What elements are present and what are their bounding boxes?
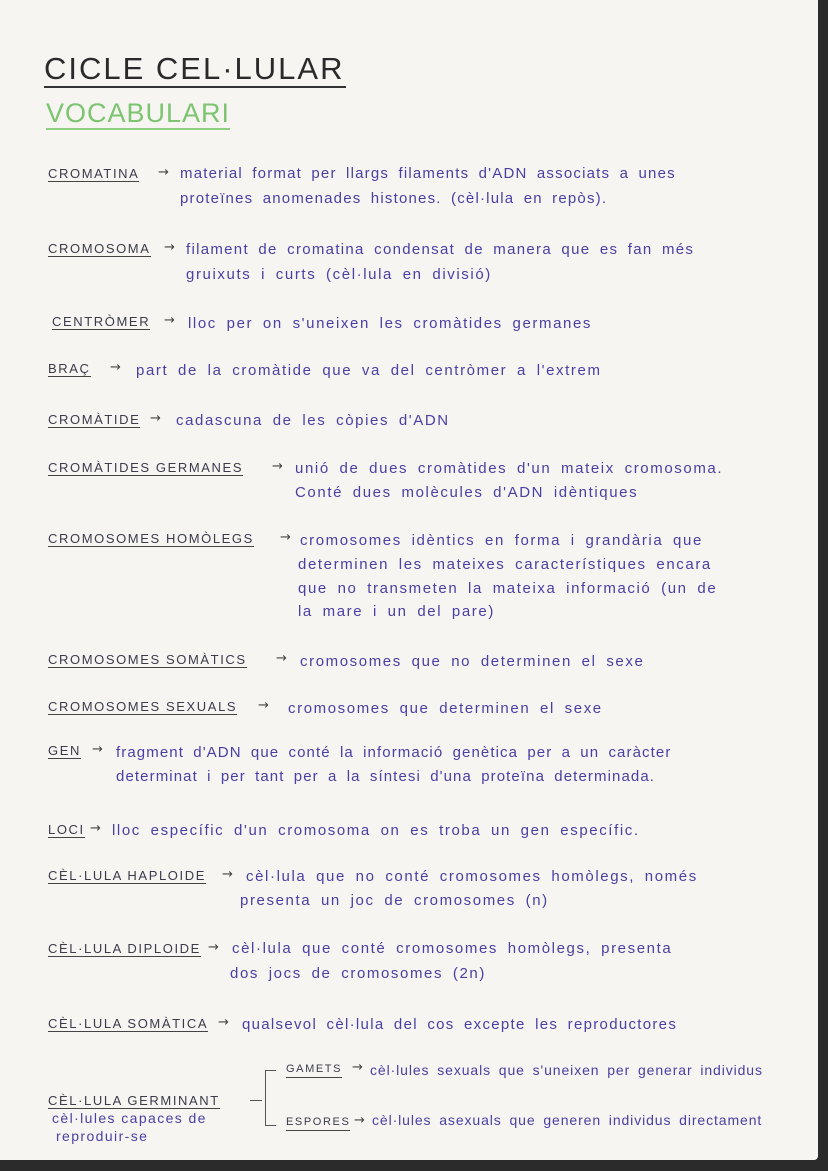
- term-loci: LOCI: [48, 822, 85, 837]
- definition-line: cromosomes que determinen el sexe: [288, 700, 603, 717]
- definition-line: filament de cromatina condensat de manera que es fan més: [186, 241, 695, 258]
- term-cromosomes-somatics: CROMOSOMES SOMÀTICS: [48, 652, 247, 667]
- branch-bracket: [265, 1070, 276, 1126]
- arrow-icon: →: [150, 411, 161, 426]
- definition-line: fragment d'ADN que conté la informació genètica per a un caràcter: [116, 744, 672, 761]
- arrow-icon: →: [218, 1015, 229, 1030]
- term-cromosoma: CROMOSOMA: [48, 241, 151, 256]
- term-cromosomes-sexuals: CROMOSOMES SEXUALS: [48, 699, 238, 714]
- term-cromosomes-homolegs: CROMOSOMES HOMÒLEGS: [48, 531, 254, 546]
- arrow-icon: →: [258, 698, 269, 713]
- definition-line: cèl·lules asexuals que generen individus directament: [372, 1112, 763, 1128]
- definition-line: proteïnes anomenades histones. (cèl·lula en repòs).: [180, 190, 608, 207]
- term-cromatina: CROMATINA: [48, 166, 140, 181]
- arrow-icon: →: [280, 530, 291, 545]
- term-brac: BRAÇ: [48, 361, 91, 376]
- definition-line: Conté dues molècules d'ADN idèntiques: [295, 484, 639, 501]
- definition-line: lloc específic d'un cromosoma on es troba un gen específic.: [112, 822, 640, 839]
- term-centromer: CENTRÒMER: [52, 314, 151, 329]
- definition-line: dos jocs de cromosomes (2n): [230, 965, 486, 982]
- definition-line: la mare i un del pare): [298, 603, 495, 620]
- term-cellula-somatica: CÈL·LULA SOMÀTICA: [48, 1016, 209, 1031]
- arrow-icon: →: [164, 240, 175, 255]
- term-gen: GEN: [48, 743, 81, 758]
- definition-line: cromosomes que no determinen el sexe: [300, 653, 645, 670]
- arrow-icon: →: [110, 360, 121, 375]
- arrow-icon: →: [92, 742, 103, 757]
- term-espores: ESPORES: [286, 1115, 350, 1131]
- definition-line: part de la cromàtide que va del centròmer a l'extrem: [136, 362, 602, 379]
- arrow-icon: →: [276, 651, 287, 666]
- germinant-note: cèl·lules capaces de: [52, 1110, 207, 1126]
- definition-line: gruixuts i curts (cèl·lula en divisió): [186, 266, 492, 283]
- definition-line: determinen les mateixes característiques encara: [298, 556, 712, 573]
- arrow-icon: →: [90, 821, 101, 836]
- page-title: CICLE CEL·LULAR: [44, 51, 345, 86]
- arrow-icon: →: [354, 1113, 365, 1128]
- arrow-icon: →: [208, 940, 219, 955]
- arrow-icon: →: [272, 459, 283, 474]
- definition-line: que no transmeten la mateixa informació (un de: [298, 580, 718, 597]
- connector-line: [250, 1100, 262, 1101]
- section-heading: VOCABULARI: [46, 98, 231, 128]
- arrow-icon: →: [158, 165, 169, 180]
- arrow-icon: →: [222, 867, 233, 882]
- arrow-icon: →: [164, 313, 175, 328]
- definition-line: material format per llargs filaments d'ADN associats a unes: [180, 165, 676, 182]
- definition-line: unió de dues cromàtides d'un mateix cromosoma.: [295, 460, 724, 477]
- definition-line: cromosomes idèntics en forma i grandària que: [300, 532, 703, 549]
- definition-line: cèl·lules sexuals que s'uneixen per generar individus: [370, 1062, 763, 1078]
- term-cellula-diploide: CÈL·LULA DIPLOIDE: [48, 941, 201, 956]
- definition-line: cadascuna de les còpies d'ADN: [176, 412, 450, 429]
- definition-line: lloc per on s'uneixen les cromàtides germanes: [188, 315, 593, 332]
- definition-line: qualsevol cèl·lula del cos excepte les reproductores: [242, 1016, 678, 1033]
- term-gamets: GAMETS: [286, 1062, 342, 1078]
- definition-line: determinat i per tant per a la síntesi d'una proteïna determinada.: [116, 768, 656, 785]
- arrow-icon: →: [352, 1060, 363, 1075]
- term-cromatides-germanes: CROMÀTIDES GERMANES: [48, 460, 244, 475]
- term-cromatide: CROMÀTIDE: [48, 412, 141, 427]
- definition-line: cèl·lula que conté cromosomes homòlegs, presenta: [232, 940, 673, 957]
- term-cellula-germinant: CÈL·LULA GERMINANT: [48, 1093, 220, 1108]
- term-cellula-haploide: CÈL·LULA HAPLOIDE: [48, 868, 206, 883]
- definition-line: presenta un joc de cromosomes (n): [240, 892, 549, 909]
- definition-line: cèl·lula que no conté cromosomes homòlegs, només: [246, 868, 698, 885]
- germinant-note: reproduir-se: [56, 1128, 149, 1144]
